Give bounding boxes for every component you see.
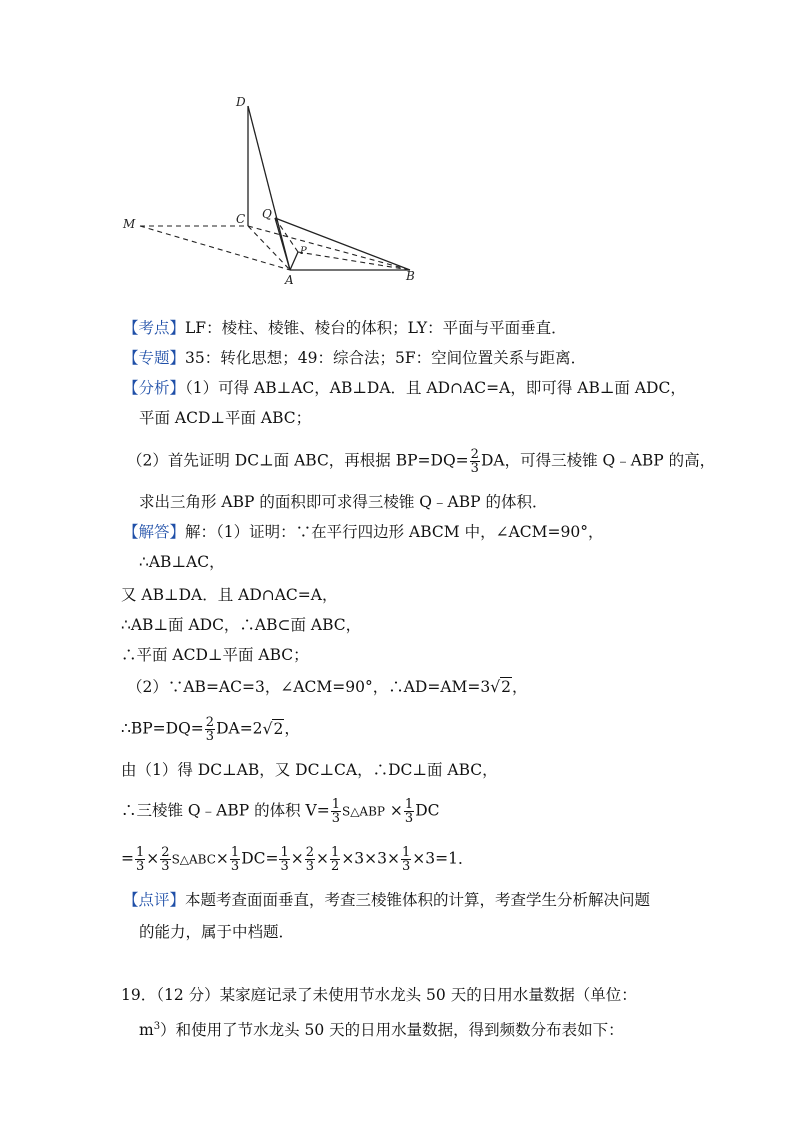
fraction: $\frac{1}{3}$ [280, 845, 289, 874]
fraction: $\frac{2}{3}$ [305, 845, 315, 874]
fenxi-line-4: 求出三角形 ABP 的面积即可求得三棱锥 Q﹣ABP 的体积． [139, 493, 548, 511]
kaodian-line [123, 317, 567, 339]
edge-MA [140, 226, 290, 270]
dianping-line-2: 的能力，属于中档题． [139, 923, 295, 941]
label-B: B [406, 269, 415, 283]
fraction: $\frac{2}{3}$ [161, 845, 170, 874]
sqrt-symbol: √2 [490, 678, 511, 696]
q19-line-2: $m^3$）和使用了节水龙头 50 天的日用水量数据，得到频数分布表如下： [139, 1021, 624, 1040]
fraction: $\frac{1}{3}$ [404, 797, 414, 826]
fraction: $\frac{1}{3}$ [136, 845, 145, 874]
fraction: $\frac{2}{3}$ [205, 715, 215, 744]
jieda-line-7: ∴BP=DQ= $\frac{2}{3}$ DA=2√2， [121, 715, 300, 744]
label-D: D [236, 95, 246, 109]
dianping-text-1: 本题考查面面垂直，考查三棱锥体积的计算，考查学生分析解决问题 [185, 891, 651, 909]
dianping-line-1 [123, 889, 650, 911]
fenxi-line-3: （2）首先证明 DC⊥面 ABC，再根据 BP=DQ= $\frac{2}{3}$ DA，可得三棱锥 Q﹣ABP 的高， [127, 447, 716, 476]
jieda-line-10: = $\frac{1}{3}$ × $\frac{2}{3}$ S△ABC× $\frac{1}{3}$ DC= $\frac{1}{3}$ × $\frac{2}{3}$ × $\frac{1}{2}$ ×3×3× $\frac{1}{3}$ ×3=1． [121, 845, 474, 874]
fenxi-text-1: （1）可得 AB⊥AC，AB⊥DA．且 AD∩AC=A，即可得 AB⊥面 ADC， [185, 379, 686, 397]
fraction: $\frac{2}{3}$ [470, 447, 479, 476]
sqrt-symbol: √2 [262, 719, 284, 738]
label-P: P [300, 246, 307, 257]
jieda-text-1: 解：（1）证明：∵在平行四边形 ABCM 中，∠ACM=90°， [185, 523, 604, 541]
kaodian-text: LF：棱柱、棱锥、棱台的体积；LY：平面与平面垂直． [185, 319, 567, 337]
jieda-line-4: ∴AB⊥面 ADC，∴AB⊂面 ABC， [121, 616, 362, 634]
jieda-line-9: ∴三棱锥 Q﹣ABP 的体积 V= $\frac{1}{3}$ S△ABP × $\frac{1}{3}$ DC [121, 797, 440, 826]
fenxi-line-1 [123, 377, 686, 399]
jieda-tag: 【解答】 [123, 523, 186, 541]
label-C: C [236, 212, 246, 226]
fraction: $\frac{1}{2}$ [331, 845, 340, 874]
kaodian-tag: 【考点】 [123, 319, 186, 337]
edge-QB [275, 218, 410, 270]
fraction: $\frac{1}{3}$ [230, 845, 240, 874]
label-Q: Q [262, 207, 272, 221]
jieda-line-6: （2）∵AB=AC=3，∠ACM=90°，∴AD=AM=3√2， [127, 678, 528, 696]
edge-CB [248, 226, 410, 270]
pyramid-figure [118, 92, 428, 292]
label-M: M [123, 217, 136, 231]
jieda-line-1 [123, 521, 603, 543]
jieda-line-2: ∴AB⊥AC， [139, 553, 225, 571]
zhuanti-line [123, 347, 586, 369]
fraction: $\frac{1}{3}$ [402, 845, 411, 874]
fenxi-line-2: 平面 ACD⊥平面 ABC； [139, 409, 312, 427]
label-A: A [285, 273, 294, 287]
zhuanti-tag: 【专题】 [123, 349, 186, 367]
jieda-line-3: 又 AB⊥DA．且 AD∩AC=A， [121, 586, 338, 604]
edge-DA [248, 106, 290, 270]
zhuanti-text: 35：转化思想；49：综合法；5F：空间位置关系与距离． [185, 349, 587, 367]
dianping-tag: 【点评】 [123, 891, 186, 909]
fraction: $\frac{1}{3}$ [331, 797, 340, 826]
edge-PA [290, 252, 298, 270]
edge-QA [275, 218, 290, 270]
q19-line-1: 19．（12 分）某家庭记录了未使用节水龙头 50 天的日用水量数据（单位： [121, 986, 637, 1004]
jieda-line-5: ∴平面 ACD⊥平面 ABC； [121, 646, 309, 664]
fenxi-tag: 【分析】 [123, 379, 186, 397]
jieda-line-8: 由（1）得 DC⊥AB，又 DC⊥CA，∴DC⊥面 ABC， [121, 761, 498, 779]
